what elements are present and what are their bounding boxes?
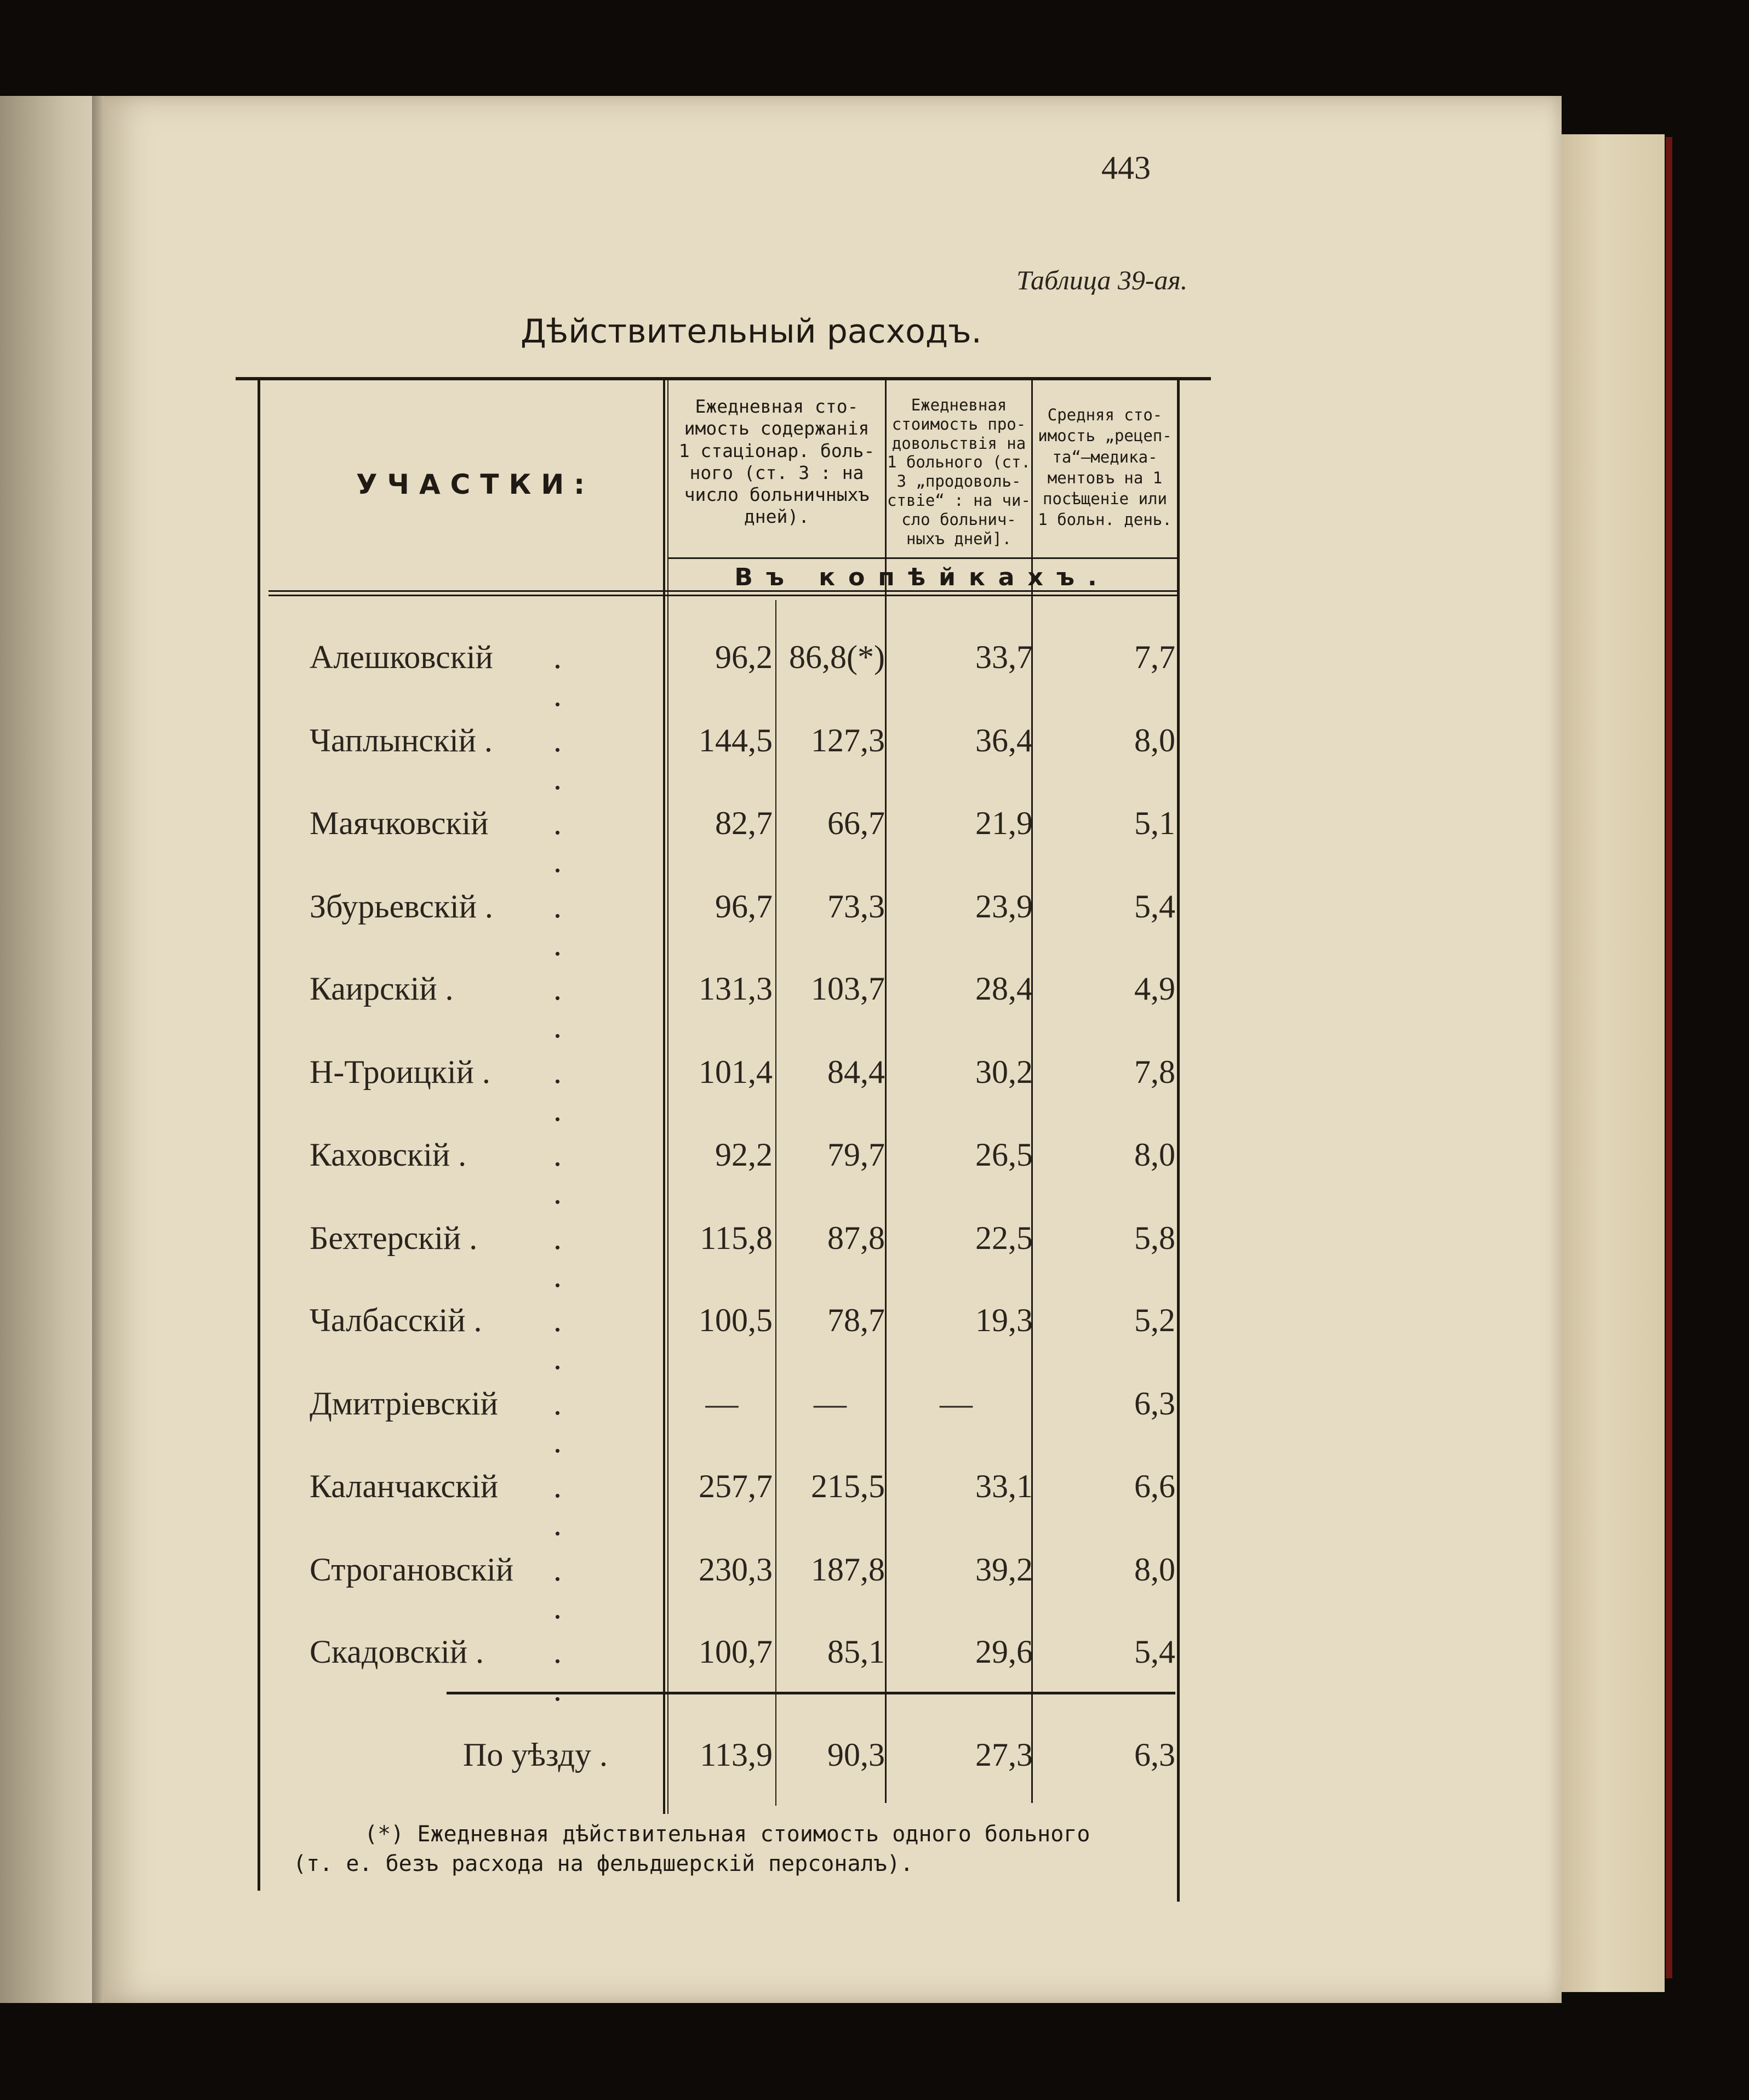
cell-recipe: 4,9 (1134, 971, 1175, 1007)
row-dots: . . (553, 1385, 595, 1459)
cell-recipe: 7,7 (1134, 639, 1175, 675)
cell-food: 21,9 (975, 805, 1033, 841)
col-divider-1 (885, 378, 887, 1803)
cell-cost-sub: 85,1 (827, 1634, 885, 1670)
cell-food: 28,4 (975, 971, 1033, 1007)
header-col3: Средняя сто- имость „рецеп- та“—медика- ментовъ на 1 посѣщеніе или 1 больн. день. (1038, 406, 1172, 529)
page-number: 443 (1101, 150, 1151, 186)
cell-recipe: 5,4 (1134, 888, 1175, 925)
page-title: Дѣйствительный расходъ. (521, 312, 982, 351)
row-dots: . . (553, 1137, 595, 1211)
cell-cost: 100,7 (699, 1634, 773, 1670)
cell-cost-sub: 187,8 (811, 1551, 885, 1588)
cell-cost: 82,7 (715, 805, 773, 841)
cell-cost-sub: 73,3 (827, 888, 885, 925)
row-dots: . . (553, 1302, 595, 1376)
cell-cost-sub: 103,7 (811, 971, 885, 1007)
cell-recipe: 6,3 (1134, 1385, 1175, 1422)
row-name: Чаплынскій . (310, 722, 493, 758)
cell-recipe: 5,2 (1134, 1302, 1175, 1338)
cell-cost-sub: — (814, 1385, 847, 1422)
row-dots: . . (553, 805, 595, 879)
top-rule (236, 377, 1211, 380)
cell-food: 36,4 (975, 722, 1033, 758)
cell-food: — (940, 1385, 973, 1422)
row-dots: . . (553, 639, 595, 713)
cell-recipe: 8,0 (1134, 722, 1175, 758)
cell-cost-sub: 127,3 (811, 722, 885, 758)
label-column-divider (663, 378, 665, 1814)
row-name: Бехтерскій . (310, 1220, 478, 1256)
book-page (104, 96, 1562, 2003)
row-name: Н-Троицкій . (310, 1054, 490, 1090)
cell-food: 19,3 (975, 1302, 1033, 1338)
row-dots: . . (553, 1054, 595, 1128)
right-border (1177, 378, 1180, 1902)
header-col2: Ежедневная стоимость про- довольствія на 1 больного (ст. 3 „продоволь- ствіе“ : на чи- сло больнич- ныхъ дней]. (887, 396, 1031, 548)
total-label: По уѣзду . (463, 1737, 608, 1773)
row-name: Дмитріевскій (310, 1385, 498, 1422)
cell-cost-sub: 215,5 (811, 1468, 885, 1504)
total-cost: 113,9 (700, 1737, 773, 1773)
sub-divider (775, 600, 776, 1806)
cell-cost: 92,2 (715, 1137, 773, 1173)
total-cost-sub: 90,3 (827, 1737, 885, 1773)
cell-cost-sub: 86,8(*) (789, 639, 885, 675)
cell-food: 33,1 (975, 1468, 1033, 1504)
cell-recipe: 5,4 (1134, 1634, 1175, 1670)
row-name: Алешковскій (310, 639, 493, 675)
cell-cost: 101,4 (699, 1054, 773, 1090)
cell-cost: — (705, 1385, 739, 1422)
cell-recipe: 8,0 (1134, 1137, 1175, 1173)
cell-food: 22,5 (975, 1220, 1033, 1256)
row-name: Строгановскій (310, 1551, 514, 1588)
cell-recipe: 5,8 (1134, 1220, 1175, 1256)
header-underline (668, 557, 1178, 559)
table-label: Таблица 39-ая. (1016, 265, 1188, 295)
row-dots: . . (553, 888, 595, 962)
cell-food: 39,2 (975, 1551, 1033, 1588)
cell-cost: 230,3 (699, 1551, 773, 1588)
cell-food: 33,7 (975, 639, 1033, 675)
row-name: Чалбасскій . (310, 1302, 482, 1338)
cell-recipe: 6,6 (1134, 1468, 1175, 1504)
cell-cost: 144,5 (699, 722, 773, 758)
row-label-header: УЧАСТКИ: (356, 469, 595, 500)
total-food: 27,3 (975, 1737, 1033, 1773)
cell-cost-sub: 78,7 (827, 1302, 885, 1338)
cell-food: 26,5 (975, 1137, 1033, 1173)
cell-cost: 100,5 (699, 1302, 773, 1338)
cell-cost-sub: 79,7 (827, 1137, 885, 1173)
total-recipe: 6,3 (1134, 1737, 1175, 1773)
cover-edge (1666, 137, 1672, 1978)
cell-recipe: 5,1 (1134, 805, 1175, 841)
row-dots: . . (553, 1220, 595, 1294)
cell-cost-sub: 66,7 (827, 805, 885, 841)
cell-food: 30,2 (975, 1054, 1033, 1090)
label-column-divider-2 (667, 378, 668, 1814)
row-dots: . . (553, 722, 595, 796)
cell-cost: 115,8 (700, 1220, 773, 1256)
row-name: Скадовскій . (310, 1634, 484, 1670)
row-name: Каланчакскій (310, 1468, 499, 1504)
cell-cost: 96,7 (715, 888, 773, 925)
cell-cost-sub: 84,4 (827, 1054, 885, 1090)
row-name: Каховскій . (310, 1137, 467, 1173)
cell-cost: 257,7 (699, 1468, 773, 1504)
cell-cost: 96,2 (715, 639, 773, 675)
footnote-line-1: (*) Ежедневная дѣйствительная стоимость одного больного (364, 1822, 1090, 1847)
row-dots: . . (553, 1468, 595, 1542)
row-dots: . . (553, 1634, 595, 1708)
row-name: Маячковскій (310, 805, 489, 841)
cell-recipe: 7,8 (1134, 1054, 1175, 1090)
left-border (258, 378, 260, 1891)
cell-food: 23,9 (975, 888, 1033, 925)
footnote-line-2: (т. е. безъ расхода на фельдшерскій персоналъ). (293, 1851, 913, 1876)
footnote (293, 1819, 1170, 1879)
cell-food: 29,6 (975, 1634, 1033, 1670)
cell-cost: 131,3 (699, 971, 773, 1007)
units-label: Въ копѣйкахъ. (734, 563, 1110, 591)
cell-recipe: 8,0 (1134, 1551, 1175, 1588)
header-col1: Ежедневная сто- имость содержанія 1 стаціонар. боль- ного (ст. 3 : на число больничныхъ дней). (678, 396, 875, 528)
units-underline-2 (268, 595, 1178, 596)
row-dots: . . (553, 1551, 595, 1625)
row-name: Збурьевскій . (310, 888, 493, 925)
cell-cost-sub: 87,8 (827, 1220, 885, 1256)
row-dots: . . (553, 971, 595, 1045)
row-name: Каирскій . (310, 971, 454, 1007)
page-edges (1561, 134, 1665, 1992)
